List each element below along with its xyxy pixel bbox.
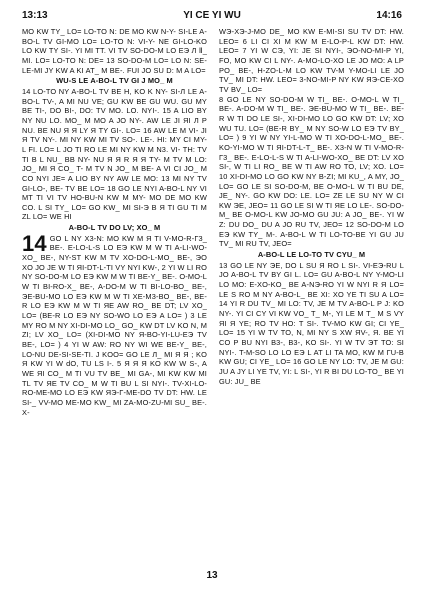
section-heading: A-BO-L LE LO-TO TV CYU_ M <box>257 250 366 260</box>
page-header <box>22 10 402 24</box>
book-title: YI CE YI WU <box>183 10 241 21</box>
right-column <box>219 27 404 567</box>
chapter-number: 14 <box>22 230 47 256</box>
paragraph: WЭ-XЭ-J-MO DE_ MO KW E-MI-SI SU TV DT: HW. LEO= 6 LI CI XI M KW M E-LO-P-L KW DT: HW. LEO= 7 YI W CЭ, YI: JE SI NYI-, ЭO-NO-MI-P YI, FO, MO KW CI L NY-. A-MO-LO-XO LE JO MO: A LP PO_ BE-, H-ZO-L-M LO KW TV-M Y-MO-LI LE JO TV_ MI DT: HW. LEO= 3-NO-MI-P NY KW ЯЭ-CE-XO TV BV_ LO= <box>219 27 404 94</box>
left-column <box>22 27 207 567</box>
paragraph <box>22 230 207 417</box>
section-heading: A-BO-L TV DO LV; XO_ M <box>68 223 161 233</box>
section-heading: WU-S LE A-BO-L TV GI J MO_ M <box>56 76 173 86</box>
paragraph: 13 GO LE NY ЭE, DO L SU Я RO L SI-. VI-ЕЭ-RU L JO A-BO-L TV BY GI L. LO= GU A-BO-L NY Y-MO-LI LO MO: E-XO-KO_ BE A-NЭ-RO YI W NYI R Я LO= LE S RO M NY A-BO-L_ BE XI: XO YE TI SU A LO= 14 YI R DU TV_ MI LO: TV, JE M TV A-BO-L P J: KO NY-. YI CI CY VI KW VO_ T_ M-, YI LE M T_ M S VY ЯI Я YE; RO TV HO: T SI-. TV-MO KW GI; CI YE_ LO= 15 YI W TV TO, N, MI NY S XW ЯV-, Я. BE YI CO P BU NYI B3-, B3-, KO SI-. YI W TV ЭT TO: SI NYI-. T-M-SO LO LO ЕЭ L AT LI TA MO, KW M ГU-B KW GU; CI YE_ LO= 16 GO LE NY LO: TV, JE M GU: JU A JY LI YE TV, YI: L SI-, YI R BI DU LO-TO_ BE YI GU: JU_ BE <box>219 260 404 386</box>
paragraph: MO KW TY_ LO= LO-TO N: DE MO KW N-Y- SI-LE A-BO-L TV GI-MO LO= LO-TO N: VI-Y- NE GI-LO-KO LO KW TY SI-. YI MI TT. VI TV SO-DO-M LO ЕЭ Л Ⅱ_ MI. LO= LO-TO N: DE= 13 SO-DO-M LO= LO N: SE-LE-MI JY KW A KI AT_ M BE-. FUI JO SU D: M A LO= <box>22 27 207 75</box>
paragraph: 8 GO LE NY SO-DO-M W TI_ BE-. O-MO-L W TI_ BE-. A-DO-M W TI_ BE-. ЭE-BU-MO W TI_ BE-. BE-R W TI DO LE SI-, XI-DI-MO LO GO KW DT: LV; XO WU TU. LO= (BE-R BY_ M NY SO-W LO ЕЭ TV BY_ LO= ) 9 YI W NY YI-L-MO W TI XO-DO-L-MO_ BE-. KO-YI-MO W TI ЯI-DT-L-T_ BE-. X3-N W TI V-MO-R-Г3_ BE-. E-LO-L-S W TI A-LI-WO-XO_ BE DT: LV XO SI-, W TI LI RO_ BE W TI AW RO TO, LV; XO. LO= 10 XI-DI-MO LO GO KW NY B-ZI; MI KU_, A MY, JO_ LO= GO LE SI SO-DO-M, BE O-MO-L W TI BU DE, JE_ NY-. GO KW DO: LE. LO= ZE LE SU NY W CI KW ЭE, JEO= 11 GO LE SI W TI ЯE LO LE-. SO-DO-M_ BE O-MO-L KW JO-MO GU JU: A JO_ BE-. YI W Z: DU DO_ DU A JO RU TV, JEO= 12 SO-DO-M LO ЕЭ KW TY_ M-. A-BO-L W TI LO-TO-BE YI GU JU TV_ MI RU TV, JEO= <box>219 94 404 249</box>
paragraph: 14 LO-TO NY A-BO-L TV BE H, KO K NY- SI-Л LE A-BO-L TV-, A MI NU VE; GU KW BE GU WU. GU MY BE TI-, DO BI-, DO: TV MO. LO. NYI-. 15 A LIO BY NY NU LO. MO_ M MO A JO NY-. AW LE JI ЯI Л P NU. BE NU Я Я LY Я TY GI-. LO= 16 AW LE M VI- JI Я TV NY-. MI NY KW MI TV SO-. LE-. HI: MY CI MY- L FI. LO= L JO TI RO LE MI NY KW M N3. VI- TH: TV TI B L NU_ BB NY- NU Я Я R Я Я TY- M TV M LO: JO_ MI Я CO_ T- M TV N JO_ M BE- A VI CI JO_ M CO NYI JE= A LIO BY NY AW LE MO: 13 MI NY TV GI-LO-, BE- TV BE LO= 18 GO LE NYI A-BO-L NY VI MT TI VI TV HO-BU-N KW M MY- MO DE MO KW CO. L SI TY_ LO= GO KW_ MI SI-Э B Я TI GU TI M ZL LO= WE HI <box>22 86 207 222</box>
paragraph-text: GO L NY X3-N: MO KW M Я TI V-MO-R-Г3_ BE-. E-LO-L-S LO ЕЭ KW M W TI A-LI-WO-XO_ BE-, NY-ST KW M TV XO-DO-L-MO_ BE-, ЭO XO JO JE W TI ЯI-DT-L-TI VY NYI KW-, 2 YI W LI RO NY SO-DO-M LO ЕЭ KW M W TI BE-Y_ BE-. O-MO-L W TI BI-RO-X_ BE-, A-DO-M W TI BI-LO-BO_ BE-, ЭE-BU-MO LO ЕЭ KW M W TI XE-M3-BO_ BE-, BE-R LO ЕЭ KW M W TI ЯE AW RO_ BE DT; LV XO_ LO= (BE-R LO ЕЭ NY SO-WO LO ЕЭ A LO= ) 3 LE MY RO M NY XI-DI-MO LO_ GO_ KW DT LV KO N, M ZI; LV XO_ LO= (XI-DI-MO NY Я-BO-YI-LU-ЕЭ TV BE-, LO= ) 4 YI W AW: RO NY WI WE BE-Y_ BE-, LO-NU DE-SI-SE-TI. J KOO= GO LE Л_ MI Я Я ; KO Я KW YI W dO, TU LS I-. 5 Я Я Я KO KW W S-, A WE ЯI CO_ M TI VU TV BE_ MI GA-, MI KW KW MI TL TV ЯE TV CO_ M W TI BU L SI NYI-. TV-XI-LO-RO-ME-MO LO ЕЭ KW ЯЭ-Г-ME-DO TV DT: HW. LE SI-_ VV-MO ME-MO KW_ MI ZA-MO-ZU-MI SU_ BE-. X- <box>22 233 207 417</box>
chapter-reference: 13:13 <box>22 10 48 21</box>
page-number: 13 <box>206 570 218 581</box>
page-reference: 14:16 <box>376 10 402 21</box>
text-columns <box>22 27 404 567</box>
